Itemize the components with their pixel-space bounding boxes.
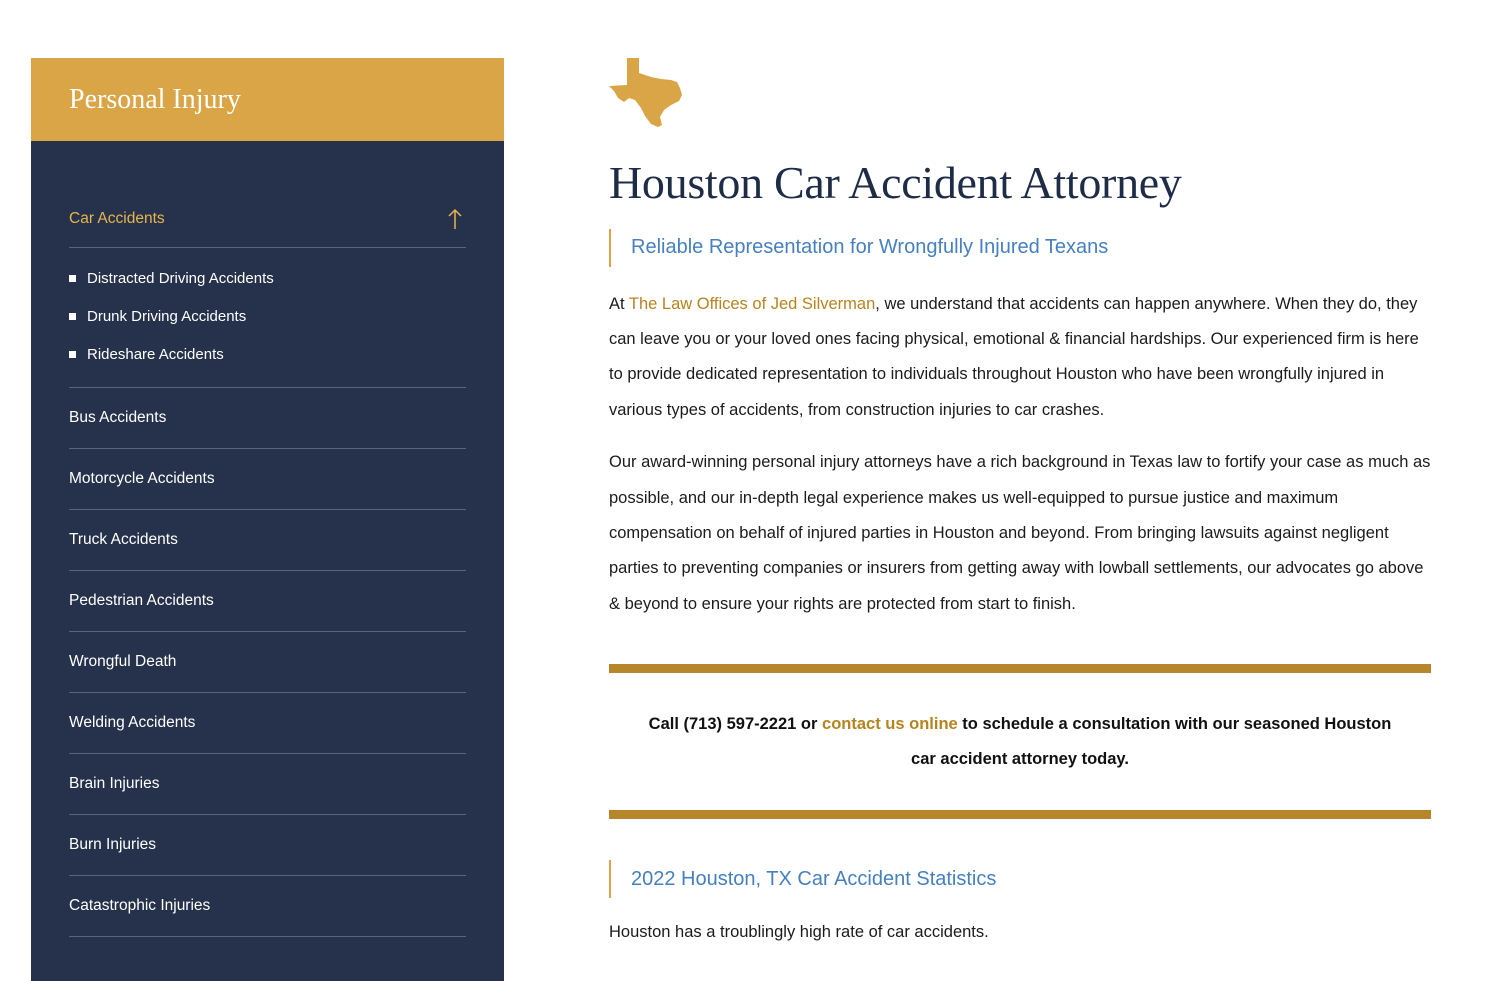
sidebar-item-car-accidents [69,191,466,388]
practice-area-sidebar [31,58,504,981]
statistics-paragraph: Houston has a troublingly high rate of car accidents. [609,923,989,942]
subnav-label: Distracted Driving Accidents [87,270,274,288]
text: Call (713) 597-2221 or [648,714,823,733]
sidebar-item-brain-injuries[interactable] [69,754,466,815]
intro-paragraph [609,287,1431,429]
sidebar-item-label: Wrongful Death [69,653,177,671]
contact-us-online-link[interactable]: contact us online [822,714,958,733]
cta-box [609,664,1431,819]
arrow-up-icon[interactable] [446,207,464,231]
text: At [609,294,629,313]
sidebar-item-truck-accidents[interactable] [69,510,466,571]
sidebar-item-label: Catastrophic Injuries [69,897,211,915]
sidebar-item-car-accidents-link[interactable] [69,191,466,247]
sidebar-item-wrongful-death[interactable] [69,632,466,693]
cta-text [640,707,1400,777]
sidebar-item-bus-accidents[interactable] [69,388,466,449]
subnav-label: Drunk Driving Accidents [87,308,247,326]
square-bullet-icon [69,313,76,320]
sidebar-item-label: Brain Injuries [69,775,160,793]
subnav-item-rideshare[interactable] [69,335,466,373]
sidebar-item-pedestrian-accidents[interactable] [69,571,466,632]
sidebar-item-label: Burn Injuries [69,836,157,854]
sidebar-item-label: Pedestrian Accidents [69,592,214,610]
sidebar-header [31,58,504,141]
sidebar-item-motorcycle-accidents[interactable] [69,449,466,510]
square-bullet-icon [69,351,76,358]
page-title: Houston Car Accident Attorney [609,157,1182,208]
sidebar-item-label: Welding Accidents [69,714,196,732]
body-paragraph: Our award-winning personal injury attorneys have a rich background in Texas law to fortify your case as much as possible, and our in-depth legal experience makes us well-equipped to pursue justice and maximum compensation on behalf of injured parties in Houston and beyond. From bringing lawsuits against negligent parties to preventing companies or insurers from getting away with lowball settlements, our advocates go above & beyond to ensure your rights are protected from start to finish. [609,453,1431,613]
sidebar-item-label: Motorcycle Accidents [69,470,215,488]
sidebar-item-welding-accidents[interactable] [69,693,466,754]
subnav-item-drunk-driving[interactable] [69,298,466,336]
text: , we understand that accidents can happen anywhere. When they do, they can leave you or your loved ones facing physical, emotional & financial hardships. Our experienced firm is here to provide dedicated representation to individuals throughout Houston who have been wrongfully injured in various types of accidents, from construction injuries to car crashes. [609,294,1419,419]
firm-link[interactable]: The Law Offices of Jed Silverman [628,294,876,313]
sidebar-item-burn-injuries[interactable] [69,815,466,876]
section-subtitle: Reliable Representation for Wrongfully Injured Texans [609,229,1431,267]
text: to schedule a consultation with our seasoned Houston car accident attorney today. [911,714,1392,768]
sidebar-nav [31,141,504,937]
sidebar-item-label: Bus Accidents [69,409,167,427]
subnav-item-distracted-driving[interactable] [69,260,466,298]
sidebar-item-label: Car Accidents [69,210,165,227]
sidebar-item-label: Truck Accidents [69,531,178,549]
sidebar-item-catastrophic-injuries[interactable] [69,876,466,937]
texas-state-icon [609,58,683,128]
sidebar-title: Personal Injury [69,83,241,115]
subnav-label: Rideshare Accidents [87,345,224,363]
square-bullet-icon [69,275,76,282]
car-accidents-subnav [69,247,466,387]
main-content [609,58,1431,951]
statistics-heading: 2022 Houston, TX Car Accident Statistics [609,860,1431,898]
